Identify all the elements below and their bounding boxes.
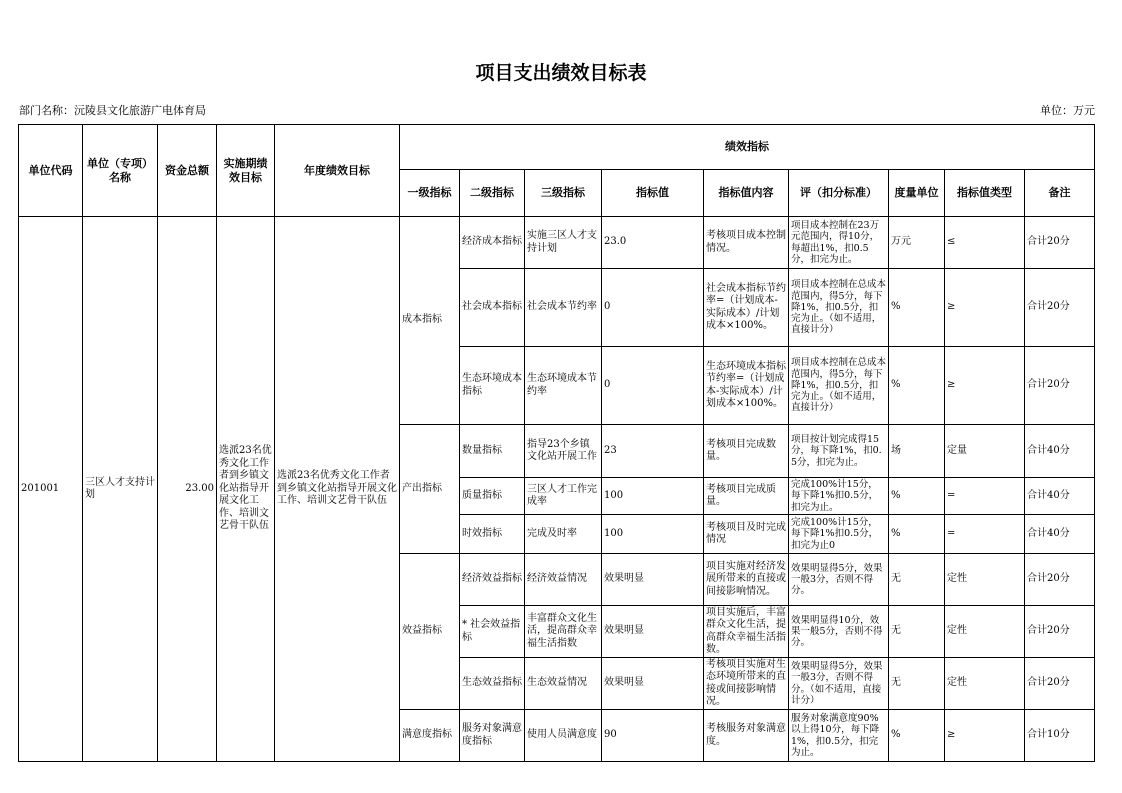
cell-type: 定性 (945, 658, 1025, 710)
header-level2: 二级指标 (460, 170, 525, 217)
cell-level2: 生态环境成本指标 (460, 347, 525, 425)
cell-type: 定性 (945, 554, 1025, 606)
cell-level3: 三区人才工作完成率 (525, 478, 602, 515)
header-level1: 一级指标 (400, 170, 460, 217)
cell-level3: 完成及时率 (525, 515, 602, 554)
cell-level2: 数量指标 (460, 425, 525, 478)
group-benefit: 效益指标 (400, 554, 460, 710)
cell-type: ≥ (945, 710, 1025, 762)
cell-unit: 无 (889, 606, 945, 658)
project-funds: 23.00 (158, 217, 217, 762)
cell-type: 定性 (945, 606, 1025, 658)
cell-level2: 服务对象满意度指标 (460, 710, 525, 762)
cell-value: 0 (602, 347, 704, 425)
cell-unit: % (889, 269, 945, 347)
cell-standard: 项目成本控制在总成本范围内，得5分，每下降1%，扣0.5分，扣完为止。（如不适用，直接计分） (789, 269, 889, 347)
cell-remark: 合计20分 (1025, 606, 1095, 658)
cell-standard: 效果明显得5分，效果一般3分，否则不得分。（如不适用，直接计分） (789, 658, 889, 710)
cell-content: 项目实施后，丰富群众文化生活，提高群众幸福生活指数。 (704, 606, 789, 658)
table-row (19, 217, 1095, 269)
cell-value: 效果明显 (602, 658, 704, 710)
cell-content: 考核服务对象满意度。 (704, 710, 789, 762)
cell-type: 定量 (945, 425, 1025, 478)
cell-value: 0 (602, 269, 704, 347)
project-period-goal: 选派23名优秀文化工作者到乡镇文化站指导开展文化工作、培训文艺骨干队伍 (217, 217, 275, 762)
cell-content: 考核项目完成数量。 (704, 425, 789, 478)
cell-level3: 使用人员满意度 (525, 710, 602, 762)
cell-level2: * 社会效益指标 (460, 606, 525, 658)
cell-level3: 生态效益情况 (525, 658, 602, 710)
header-unit-code: 单位代码 (19, 125, 83, 217)
cell-standard: 完成100%计15分，每下降1%扣0.5分，扣完为止0 (789, 515, 889, 554)
cell-unit: 万元 (889, 217, 945, 269)
header-annual-goal: 年度绩效目标 (275, 125, 400, 217)
project-code: 201001 (19, 217, 83, 762)
cell-unit: 场 (889, 425, 945, 478)
cell-level3: 经济效益情况 (525, 554, 602, 606)
cell-content: 考核项目完成质量。 (704, 478, 789, 515)
cell-level2: 时效指标 (460, 515, 525, 554)
header-level3: 三级指标 (525, 170, 602, 217)
cell-value: 100 (602, 515, 704, 554)
cell-standard: 完成100%计15分，每下降1%扣0.5分，扣完为止。 (789, 478, 889, 515)
cell-content: 生态环境成本指标节约率=（计划成本-实际成本）/计划成本×100%。 (704, 347, 789, 425)
group-satisfaction: 满意度指标 (400, 710, 460, 762)
cell-standard: 服务对象满意度90%以上得10分，每下降1%，扣0.5分，扣完为止。 (789, 710, 889, 762)
cell-remark: 合计20分 (1025, 658, 1095, 710)
cell-unit: 无 (889, 658, 945, 710)
cell-unit: 无 (889, 554, 945, 606)
cell-unit: % (889, 478, 945, 515)
cell-content: 考核项目成本控制情况。 (704, 217, 789, 269)
cell-type: ≥ (945, 347, 1025, 425)
cell-standard: 项目成本控制在23万元范围内，得10分，每超出1%，扣0.5分，扣完为止。 (789, 217, 889, 269)
header-standard: 评（扣分标准） (789, 170, 889, 217)
project-name: 三区人才支持计划 (83, 217, 158, 762)
cell-unit: % (889, 710, 945, 762)
department-label: 部门名称：沅陵县文化旅游广电体育局 (19, 104, 206, 117)
cell-level2: 社会成本指标 (460, 269, 525, 347)
cell-value: 23.0 (602, 217, 704, 269)
cell-value: 效果明显 (602, 554, 704, 606)
page-title: 项目支出绩效目标表 (475, 62, 647, 84)
cell-remark: 合计20分 (1025, 554, 1095, 606)
cell-level2: 经济成本指标 (460, 217, 525, 269)
cell-level3: 实施三区人才支持计划 (525, 217, 602, 269)
cell-content: 考核项目及时完成情况 (704, 515, 789, 554)
cell-level3: 指导23个乡镇文化站开展工作 (525, 425, 602, 478)
cell-remark: 合计20分 (1025, 217, 1095, 269)
header-content: 指标值内容 (704, 170, 789, 217)
header-period-goal: 实施期绩效目标 (217, 125, 275, 217)
project-annual-goal: 选派23名优秀文化工作者到乡镇文化站指导开展文化工作、培训文艺骨干队伍 (275, 217, 400, 762)
cell-type: = (945, 515, 1025, 554)
cell-unit: % (889, 515, 945, 554)
cell-content: 考核项目实施对生态环境所带来的直接或间接影响情况。 (704, 658, 789, 710)
cell-value: 90 (602, 710, 704, 762)
header-remark: 备注 (1025, 170, 1095, 217)
header-value-type: 指标值类型 (945, 170, 1025, 217)
cell-value: 23 (602, 425, 704, 478)
group-cost: 成本指标 (400, 217, 460, 425)
cell-content: 社会成本指标节约率=（计划成本-实际成本）/计划成本×100%。 (704, 269, 789, 347)
cell-standard: 项目按计划完成得15分，每下降1%，扣0.5分，扣完为止。 (789, 425, 889, 478)
cell-level2: 生态效益指标 (460, 658, 525, 710)
cell-content: 项目实施对经济发展所带来的直接或间接影响情况。 (704, 554, 789, 606)
cell-level3: 丰富群众文化生活，提高群众幸福生活指数 (525, 606, 602, 658)
header-performance-indicators: 绩效指标 (400, 125, 1095, 170)
cell-value: 效果明显 (602, 606, 704, 658)
cell-level3: 生态环境成本节约率 (525, 347, 602, 425)
cell-type: = (945, 478, 1025, 515)
cell-type: ≤ (945, 217, 1025, 269)
header-total-funds: 资金总额 (158, 125, 217, 217)
cell-type: ≥ (945, 269, 1025, 347)
cell-unit: % (889, 347, 945, 425)
header-value: 指标值 (602, 170, 704, 217)
header-unit-name: 单位（专项）名称 (83, 125, 158, 217)
cell-standard: 效果明显得10分，效果一般5分，否则不得分。 (789, 606, 889, 658)
cell-level2: 经济效益指标 (460, 554, 525, 606)
cell-standard: 效果明显得5分，效果一般3分，否则不得分。 (789, 554, 889, 606)
cell-value: 100 (602, 478, 704, 515)
cell-standard: 项目成本控制在总成本范围内，得5分，每下降1%，扣0.5分，扣完为止。（如不适用，直接计分） (789, 347, 889, 425)
cell-level3: 社会成本节约率 (525, 269, 602, 347)
cell-level2: 质量指标 (460, 478, 525, 515)
cell-remark: 合计40分 (1025, 425, 1095, 478)
cell-remark: 合计40分 (1025, 478, 1095, 515)
cell-remark: 合计10分 (1025, 710, 1095, 762)
currency-unit-label: 单位：万元 (1040, 104, 1095, 117)
cell-remark: 合计20分 (1025, 347, 1095, 425)
performance-table (18, 124, 1095, 762)
header-measure-unit: 度量单位 (889, 170, 945, 217)
group-output: 产出指标 (400, 425, 460, 554)
cell-remark: 合计20分 (1025, 269, 1095, 347)
cell-remark: 合计40分 (1025, 515, 1095, 554)
